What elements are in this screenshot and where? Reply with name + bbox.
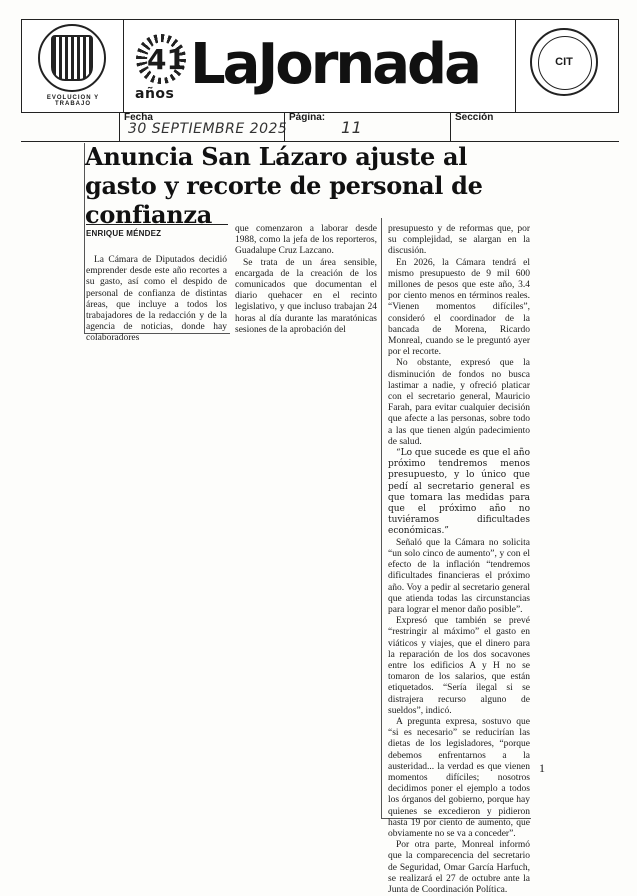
seccion-label: Sección	[455, 112, 494, 123]
anniversary-number: 41	[147, 43, 186, 76]
union-seal-logo	[38, 24, 106, 92]
paragraph: En 2026, la Cámara tendrá el mismo presupuesto de 9 mil 600 millones de pesos que este año, 3.4 por ciento menos en términos reales. “Vienen momentos difíciles”, consideró el coordinador de la bancada de Morena, Ricardo Monreal, cuando se le preguntó ayer por el recorte.	[388, 257, 530, 358]
fecha-cell	[119, 112, 288, 142]
paragraph: Expresó que también se prevé “restringir al máximo” el gasto en viáticos y viajes, que el dinero para la reparación de los dos socavones entre los edificios A y H no se tomaron de los salarios, que están etiquetados. “Sería ilegal si se distrajera recurso alguno de sueldos”, indicó.	[388, 616, 530, 716]
header-divider-right	[515, 20, 516, 112]
header-divider-left	[123, 20, 124, 112]
seccion-cell	[450, 112, 615, 142]
article-column-2	[235, 224, 377, 336]
cit-seal-text: CIT	[555, 56, 573, 68]
pagina-cell	[284, 112, 449, 142]
clipping-edge-column	[381, 218, 382, 819]
newspaper-masthead: LaJornada	[190, 32, 479, 97]
paragraph: A pregunta expresa, sostuvo que “si es necesario” se reducirían las dietas de los legisladores, “porque debemos enfrentarnos a la austeridad... la verdad es que vienen momentos difíciles; nosotros decidimos poner el ejemplo a todos los órganos del gobierno, porque hay quienes se excedieron y pidieron hasta 19 por ciento de aumento, que obviamente no se va a conceder”.	[388, 716, 530, 839]
paragraph: Por otra parte, Monreal informó que la comparecencia del secretario de Seguridad, Omar García Harfuch, se realizará el 27 de octubre ante la Junta de Coordinación Política.	[388, 840, 530, 895]
masthead-header	[21, 19, 619, 113]
fecha-label: Fecha	[124, 112, 153, 123]
paragraph: La Cámara de Diputados decidió emprender desde este año recortes a su gasto, así como el despido de personal de confianza de distintas áreas, que incluye a todos los trabajadores de la redacción y de la agencia de noticias, donde hay colaboradores	[86, 255, 227, 344]
union-seal-caption: EVOLUCION Y TRABAJO	[46, 95, 100, 107]
article-column-3	[388, 224, 530, 896]
pagina-value: 11	[341, 118, 363, 137]
paragraph: que comenzaron a laborar desde 1988, como la jefa de los reporteros, Guadalupe Cruz Lazcano.	[235, 224, 377, 257]
pagina-label: Página:	[289, 112, 326, 123]
paragraph: presupuesto y de reformas que, por su complejidad, se alargan en la discusión.	[388, 224, 530, 257]
anniversary-emblem	[133, 32, 191, 102]
paragraph: Se trata de un área sensible, encargada de la creación de los comunicados que documentan el diario quehacer en el recinto legislativo, y que incluso trabajan 24 horas al día durante las maratónicas sesiones de la aprobación del	[235, 257, 377, 335]
page-number: 1	[539, 761, 545, 775]
article-column-1	[86, 255, 227, 345]
article-headline: Anuncia San Lázaro ajuste al gasto y recorte de personal de confianza	[85, 142, 483, 229]
clipping-meta-row	[100, 112, 619, 142]
anniversary-label: años	[135, 86, 175, 102]
paragraph: No obstante, expresó que la disminución de fondos no busca lastimar a nadie, y ofreció platicar con el secretario general, Mauricio Farah, para evitar cualquier decisión que afecte a las personas, sobre todo a las que tienen algún padecimiento de salud.	[388, 358, 530, 447]
fecha-value: 30 SEPTIEMBRE 2025	[128, 121, 288, 137]
cit-seal-logo	[530, 28, 598, 96]
paragraph: Señaló que la Cámara no solicita “un solo cinco de aumento”, y con el efecto de la inflación “tendremos dificultades financieras el próximo año. Voy a pedir al secretario general que atienda todas las circunstancias para lograr el menor daño posible”.	[388, 537, 530, 615]
byline-rule	[86, 224, 228, 225]
union-shield-icon	[51, 35, 93, 81]
quote-paragraph: “Lo que sucede es que el año próximo tendremos menos presupuesto, y lo único que pedí al secretario general es que tomara las medidas para que el próximo año no tuviéramos dificultades económicas.”	[388, 448, 530, 537]
article-byline: ENRIQUE MÉNDEZ	[86, 229, 162, 238]
